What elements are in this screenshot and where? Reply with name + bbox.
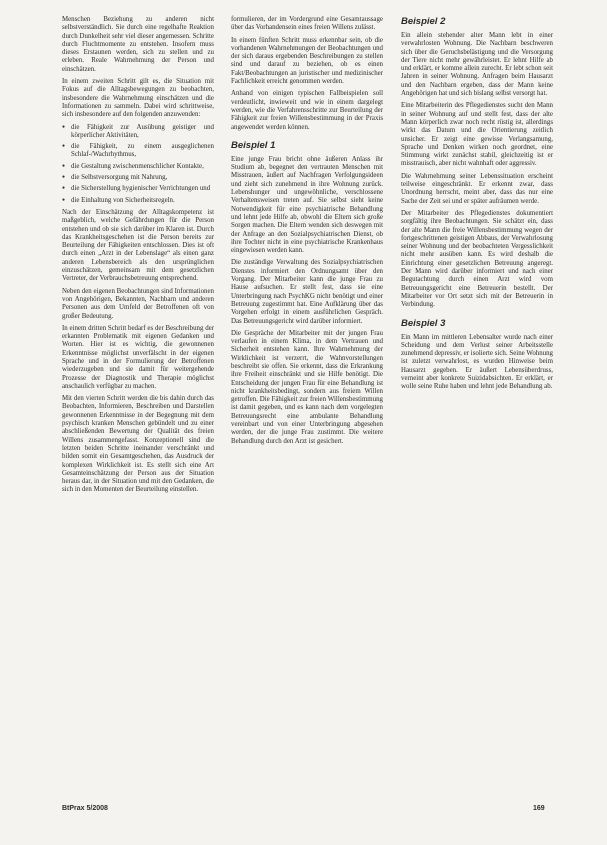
journal-issue-label: BtPrax 5/2008 <box>62 805 108 812</box>
section-heading: Beispiel 1 <box>231 139 276 151</box>
paragraph: Nach der Einschätzung der Alltagskompetenz ist maßgeblich, welche Gefährdungen für die Person entstehen und ob sie sich darüber im Klaren ist. Durch das Krankheitsgeschehen ist die Person bereits zur Beurteilung der Fähigkeiten entschlossen. Dies ist oft durch einen „Arzt in der Lebenslage“ als einen ganz anderen Lebensbereich als den ursprünglichen einzuschätzen, gemeinsam mit dem gesetzlichen Vertreter, der Verbrauchsbetreuung entsprechend. <box>62 208 214 283</box>
paragraph: formulieren, der im Vordergrund eine Gesamtaussage über das Vorhandensein eines freien Willens zulässt. <box>231 16 383 32</box>
paragraph: Die zuständige Verwaltung des Sozialpsychiatrischen Dienstes informiert den Ordnungsamt über den Vorgang. Der Mitarbeiter kann die junge Frau zu Hause aufsuchen. Er stellt fest, dass sie eine Unterbringung nach PsychKG nicht benötigt und einer Betreuung zugestimmt hat. Eine Aufklärung über das Vorgehen erfolgt in einem ausführlichen Gespräch. Das Betreuungsgericht wird darüber informiert. <box>231 259 383 325</box>
list-item: ● die Einhaltung von Sicherheitsregeln. <box>62 197 214 205</box>
list-item: ● die Selbstversorgung mit Nahrung, <box>62 174 214 182</box>
list-item: ● die Sicherstellung hygienischer Verrichtungen und <box>62 185 214 193</box>
paragraph: In einem fünften Schritt muss erkennbar sein, ob die vorhandenen Wahrnehmungen der Beobachtungen und der sich daraus ergebenden Beschreibungen zu stellen sind und darauf zu beziehen, ob es einen Fakt/Beobachtungen an juristischer und medizinischer Fachlichkeit erreicht genommen werden. <box>231 36 383 86</box>
page-number: 169 <box>533 805 545 812</box>
paragraph: Menschen Beziehung zu anderen nicht selbstverständlich. Sie durch eine regelhafte Reaktion durch Dunkelheit sehr viel dieser angemessen. Schritte durch Fluchtmomente zu entstehen. Insofern muss dieses Erstaunen werden, sich zu stellen und zu erleben. Reale Wahrnehmung der Person und einschätzen. <box>62 16 214 73</box>
section-heading: Beispiel 2 <box>401 16 446 27</box>
text-column-right <box>401 16 553 396</box>
bullet-list <box>62 124 214 205</box>
text-column-left <box>62 16 214 499</box>
paragraph: Mit den vierten Schritt werden die bis dahin durch das Beobachten, Informieren, Beschreiben und Darstellen gewonnenen Erkenntnisse in der Begegnung mit dem psychisch kranken Menschen gebündelt und zu einer abschließenden Bewertung der Qualität des freien Willens zusammengefasst. Konzeptionell sind die letzten beiden Schritte ineinander verschränkt und bilden somit ein Gesamtgeschehen, das Ausdruck der komplexen Wirklichkeit ist. Es stellt sich eine Art Gesamteinschätzung der Person aus der Situation heraus dar, in der Situation und mit den Gedanken, die sich in den Momenten der Beurteilung einstellen. <box>62 395 214 494</box>
paragraph: Der Mitarbeiter des Pflegedienstes dokumentiert sorgfältig ihre Beobachtungen. Sie schätzt ein, dass der alte Mann die freie Willensbestimmung wegen der fortgeschrittenen geistigen Abbaus, der Verwahrlosung seiner Wohnung und der beobachteten Vergesslichkeit nicht mehr ausüben kann. Es wird deshalb die Einrichtung einer gesetzlichen Betreuung angeregt. Der Mann wird darüber informiert und nach einer Begutachtung durch einen Arzt wird vom Betreuungsgericht eine Betreuerin bestellt. Der Mitarbeiter vor Ort setzt sich mit der Betreuerin in Verbindung. <box>401 209 553 309</box>
list-item: ● die Gestaltung zwischenmenschlicher Kontakte, <box>62 163 214 171</box>
list-item: ● die Fähigkeit, zu einem ausgeglichenen Schlaf-/Wachrhythmus, <box>62 143 214 160</box>
list-item: ● die Fähigkeit zur Ausübung geistiger und körperlicher Aktivitäten, <box>62 124 214 141</box>
paragraph: Neben den eigenen Beobachtungen sind Informationen von Angehörigen, Bekannten, Nachbarn und anderen Personen aus dem Umfeld der Betroffenen oft von großer Bedeutung. <box>62 287 214 320</box>
text-column-middle <box>231 16 383 450</box>
paragraph: Eine junge Frau bricht ohne äußeren Anlass ihr Studium ab, begegnet den vertrauten Menschen mit Misstrauen, äußert auf Nachfragen Verfolgungsideen und zieht sich zunehmend in ihre Wohnung zurück. Lebenshunger und ungewöhnliche, verschlossene Verhaltensweisen treten auf. Sie selbst sieht keine Notwendigkeit für eine psychiatrische Behandlung und lehnt jede Hilfe ab, obwohl die Eltern sich große Sorgen machen. Die Eltern wenden sich deswegen mit der Anfrage an den Sozialpsychiatrischen Dienst, ob ihre Tochter nicht in eine psychiatrische Krankenhaus eingewiesen werden kann. <box>231 155 383 255</box>
paragraph: Die Wahrnehmung seiner Lebenssituation erscheint teilweise eingeschränkt. Er erkennt zwar, dass Unordnung herrscht, meint aber, dass das nur eine Sache der Zeit sei und er später aufräumen werde. <box>401 172 553 205</box>
paragraph: Eine Mitarbeiterin des Pflegedienstes sucht den Mann in seiner Wohnung auf und stellt fest, dass der alte Mann körperlich zwar noch recht rüstig ist, allerdings wirkt das Datum und die Orientierung zeitlich unsicher. Er zeigt eine gewisse Verlangsamung, Sprache und Denken wirken noch geordnet, eine Stimmung wirkt zunächst stabil, gleichzeitig ist er misstrauisch, aber nicht wahnhaft oder aggressiv. <box>401 102 553 168</box>
paragraph: Ein Mann im mittleren Lebensalter wurde nach einer Scheidung und dem Verlust seiner Arbeitsstelle zunehmend depressiv, er isolierte sich. Seine Wohnung ist zuletzt verwahrlost, es wurden Hinweise beim Hausarzt gegeben. Er äußert Lebensüberdruss, verneint aber konkrete Suizidabsichten. Er erklärt, er wolle seine Ruhe haben und lehnt jede Behandlung ab. <box>401 333 553 391</box>
paragraph: Anhand von einigen typischen Fallbeispielen soll verdeutlicht, inwieweit und wie in einem dargelegt werden, wie die Verfahrensschritte zur Beurteilung der Fähigkeit zur freien Willensbestimmung in der Praxis angewendet werden können. <box>231 90 383 131</box>
paragraph: In einem dritten Schritt bedarf es der Beschreibung der erkannten Problematik mit eigenen Gedanken und Worten. Hier ist es wichtig, die gewonnenen Erkenntnisse möglichst unverfälscht in der eigenen Sprache und in der Formulierung der Betroffenen wiederzugeben und sie damit für weitergehende Prozesse der Diagnostik und Therapie möglichst anschaulich verfügbar zu machen. <box>62 324 214 390</box>
section-heading: Beispiel 3 <box>401 317 446 329</box>
paragraph: Ein allein stehender alter Mann lebt in einer verwahrlosten Wohnung. Die Nachbarn beschweren sich über die Geruchsbelästigung und die Versorgung der Tiere nicht mehr gewährleistet. Er lehnt Hilfe ab und erklärt, er komme allein zurecht. Er lebt schon seit Jahren in seiner Wohnung. Anfragen beim Hausarzt und den Nachbarn ergeben, dass der Mann keine Angehörigen hat und sich bislang selbst versorgt hat. <box>401 32 553 98</box>
paragraph: In einem zweiten Schritt gilt es, die Situation mit Fokus auf die Alltagsbewegungen zu beobachten, insbesondere die Wahrnehmung einschätzen und die Informationen zu sammeln. Dabei wird schrittweise, sich insbesondere auf den folgenden anzuwenden: <box>62 78 214 119</box>
paragraph: Die Gespräche der Mitarbeiter mit der jungen Frau verlaufen in einem Klima, in dem Vertrauen und Sicherheit entstehen kann. Ihre Wahrnehmung der Wirklichkeit ist verzerrt, die Wahnvorstellungen beschreibt sie offen. Sie erkennt, dass die Erkrankung ihre Freiheit einschränkt und sie Hilfe benötigt. Die Entscheidung der jungen Frau für eine Behandlung ist nicht krankheitsbedingt, sondern aus freiem Willen getroffen. Die Fähigkeit zur freien Willensbestimmung ist damit gegeben, und es kann nach dem vorgelegten Betreuungsrecht eine ambulante Behandlung vereinbart und von einer Unterbringung abgesehen werden, der die junge Frau zustimmt. Die weitere Behandlung durch den Arzt ist gesichert. <box>231 329 383 445</box>
